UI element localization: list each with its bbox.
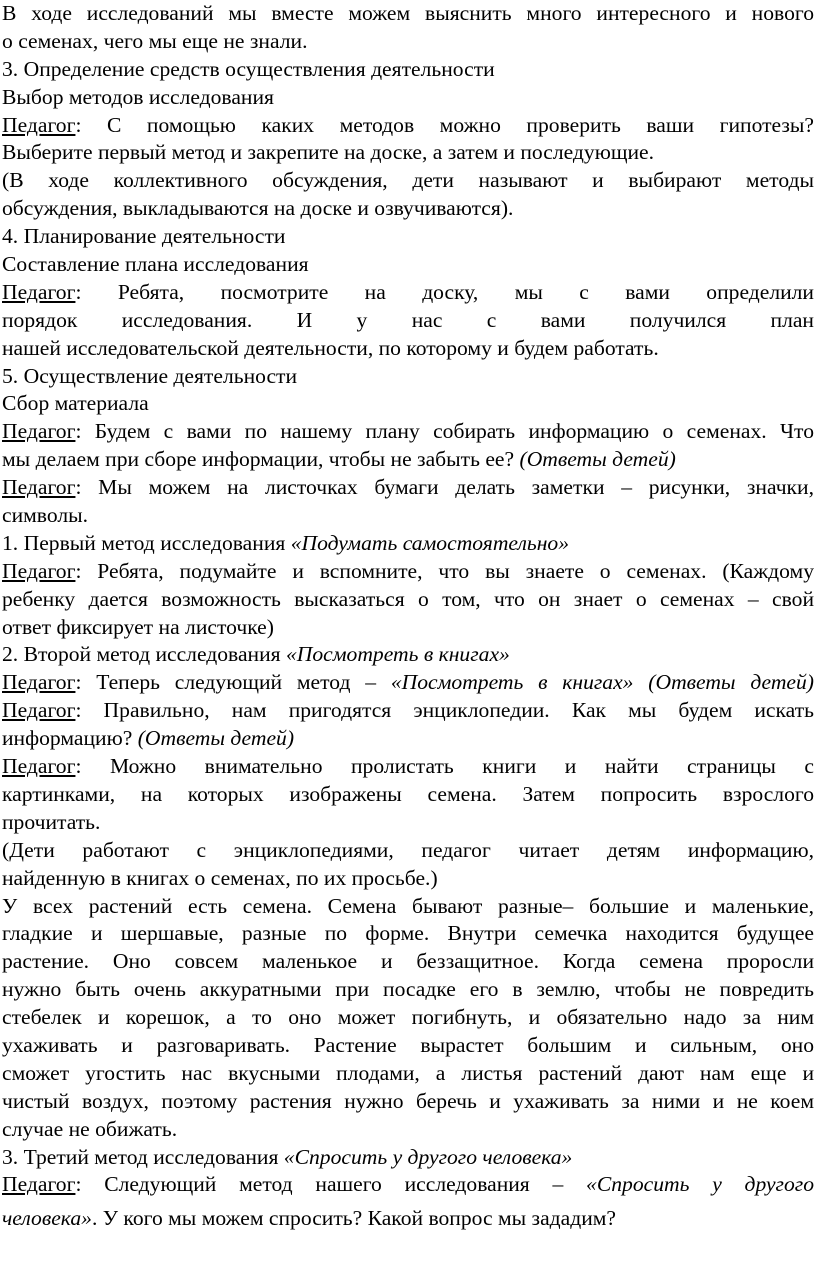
italic-text: «Спросить у другого — [586, 1172, 814, 1197]
text-line — [2, 28, 814, 56]
text-run: . У кого мы можем спросить? Какой вопрос мы зададим? — [91, 1206, 617, 1231]
text-run: гладкие и шершавые, разные по форме. Внутри семечка находится будущее — [2, 921, 814, 946]
text-line — [2, 1171, 814, 1199]
speaker-label: Педагог — [2, 670, 76, 695]
text-run: о семенах, чего мы еще не знали. — [2, 28, 308, 53]
text-run: порядок исследования. И у нас с вами получился план — [2, 307, 814, 332]
text-run: случае не обижать. — [2, 1116, 178, 1141]
text-run: ребенку дается возможность высказаться о том, что он знает о семенах – свой — [2, 586, 814, 611]
italic-text: (Ответы детей) — [137, 726, 295, 751]
text-line — [2, 1088, 814, 1116]
speaker-label: Педагог — [2, 475, 76, 500]
text-run: : Следующий метод нашего исследования – — [75, 1172, 587, 1197]
text-line — [2, 976, 814, 1004]
text-line — [2, 474, 814, 502]
text-run: (В ходе коллективного обсуждения, дети называют и выбирают методы — [2, 168, 814, 193]
text-run: 3. Определение средств осуществления деятельности — [2, 56, 495, 81]
text-line — [2, 0, 814, 28]
text-run: символы. — [2, 503, 89, 528]
text-line — [2, 112, 814, 140]
text-line — [2, 1144, 814, 1172]
text-run: найденную в книгах о семенах, по их просьбе.) — [2, 865, 438, 890]
italic-text: «Подумать самостоятельно» — [290, 530, 570, 555]
text-run: 2. Второй метод исследования — [2, 642, 286, 667]
italic-text: «Посмотреть в книгах» (Ответы детей) — [390, 670, 815, 695]
text-run: ухаживать и разговаривать. Растение вырастет большим и сильным, оно — [2, 1032, 814, 1057]
text-run: 3. Третий метод исследования — [2, 1144, 284, 1169]
speaker-label: Педагог — [2, 419, 76, 444]
text-run: : С помощью каких методов можно проверить ваши гипотезы? — [75, 112, 814, 137]
text-line — [2, 865, 814, 893]
text-run: обсуждения, выкладываются на доске и озвучиваются). — [2, 196, 514, 221]
text-line — [2, 1060, 814, 1088]
text-run: Сбор материала — [2, 391, 149, 416]
text-line — [2, 641, 814, 669]
text-line — [2, 781, 814, 809]
text-line — [2, 167, 814, 195]
text-line — [2, 418, 814, 446]
text-line — [2, 614, 814, 642]
speaker-label: Педагог — [2, 698, 76, 723]
speaker-label: Педагог — [2, 112, 76, 137]
text-run: : Можно внимательно пролистать книги и найти страницы с — [75, 754, 814, 779]
text-run: Составление плана исследования — [2, 252, 309, 277]
text-line — [2, 725, 814, 753]
text-run: : Будем с вами по нашему плану собирать информацию о семенах. Что — [75, 419, 814, 444]
italic-text: «Спросить у другого человека» — [283, 1144, 573, 1169]
text-line — [2, 1004, 814, 1032]
italic-text: «Посмотреть в книгах» — [285, 642, 510, 667]
text-line — [2, 139, 814, 167]
text-line — [2, 753, 814, 781]
text-line — [2, 893, 814, 921]
text-run: 4. Планирование деятельности — [2, 224, 286, 249]
text-line — [2, 1205, 814, 1233]
text-line — [2, 223, 814, 251]
text-run: сможет угостить нас вкусными плодами, а листья растений дают нам еще и — [2, 1060, 814, 1085]
text-line — [2, 586, 814, 614]
text-line — [2, 195, 814, 223]
text-line — [2, 502, 814, 530]
speaker-label: Педагог — [2, 558, 76, 583]
text-line — [2, 279, 814, 307]
italic-text: (Ответы детей) — [519, 447, 676, 472]
text-line — [2, 920, 814, 948]
text-line — [2, 669, 814, 697]
text-line — [2, 1116, 814, 1144]
text-run: 5. Осуществление деятельности — [2, 363, 298, 388]
text-run: нашей исследовательской деятельности, по которому и будем работать. — [2, 335, 659, 360]
text-run: В ходе исследований мы вместе можем выяснить много интересного и нового — [2, 1, 814, 25]
text-line — [2, 84, 814, 112]
text-line — [2, 390, 814, 418]
text-line — [2, 56, 814, 84]
text-line — [2, 948, 814, 976]
speaker-label: Педагог — [2, 1172, 76, 1197]
text-run: растение. Оно совсем маленькое и беззащитное. Когда семена проросли — [2, 949, 814, 974]
text-run: (Дети работают с энциклопедиями, педагог читает детям информацию, — [2, 837, 814, 862]
text-line — [2, 446, 814, 474]
text-line — [2, 251, 814, 279]
text-line — [2, 837, 814, 865]
text-line — [2, 558, 814, 586]
text-run: нужно быть очень аккуратными при посадке его в землю, чтобы не повредить — [2, 977, 814, 1002]
text-run: : Ребята, посмотрите на доску, мы с вами определили — [75, 279, 814, 304]
italic-text: человека» — [2, 1206, 92, 1231]
text-line — [2, 335, 814, 363]
speaker-label: Педагог — [2, 754, 76, 779]
text-line — [2, 809, 814, 837]
text-run: чистый воздух, поэтому растения нужно беречь и ухаживать за ними и не коем — [2, 1088, 814, 1113]
text-run: картинками, на которых изображены семена. Затем попросить взрослого — [2, 781, 814, 806]
text-run: 1. Первый метод исследования — [2, 530, 291, 555]
text-run: мы делаем при сборе информации, чтобы не забыть ее? — [2, 447, 520, 472]
text-run: прочитать. — [2, 809, 101, 834]
text-line — [2, 697, 814, 725]
text-run: : Правильно, нам пригодятся энциклопедии. Как мы будем искать — [75, 698, 814, 723]
text-run: Выберите первый метод и закрепите на доске, а затем и последующие. — [2, 140, 654, 165]
text-line — [2, 1032, 814, 1060]
text-run: : Теперь следующий метод – — [75, 670, 391, 695]
text-run: : Мы можем на листочках бумаги делать заметки – рисунки, значки, — [75, 475, 814, 500]
speaker-label: Педагог — [2, 279, 76, 304]
text-run: У всех растений есть семена. Семена бывают разные– большие и маленькие, — [2, 893, 814, 918]
text-run: ответ фиксирует на листочке) — [2, 614, 274, 639]
text-line — [2, 530, 814, 558]
text-run: Выбор методов исследования — [2, 84, 274, 109]
text-run: информацию? — [2, 726, 138, 751]
text-line — [2, 307, 814, 335]
text-run: стебелек и корешок, а то оно может погибнуть, и обязательно надо за ним — [2, 1005, 814, 1030]
text-line — [2, 363, 814, 391]
text-run: : Ребята, подумайте и вспомните, что вы знаете о семенах. (Каждому — [75, 558, 814, 583]
